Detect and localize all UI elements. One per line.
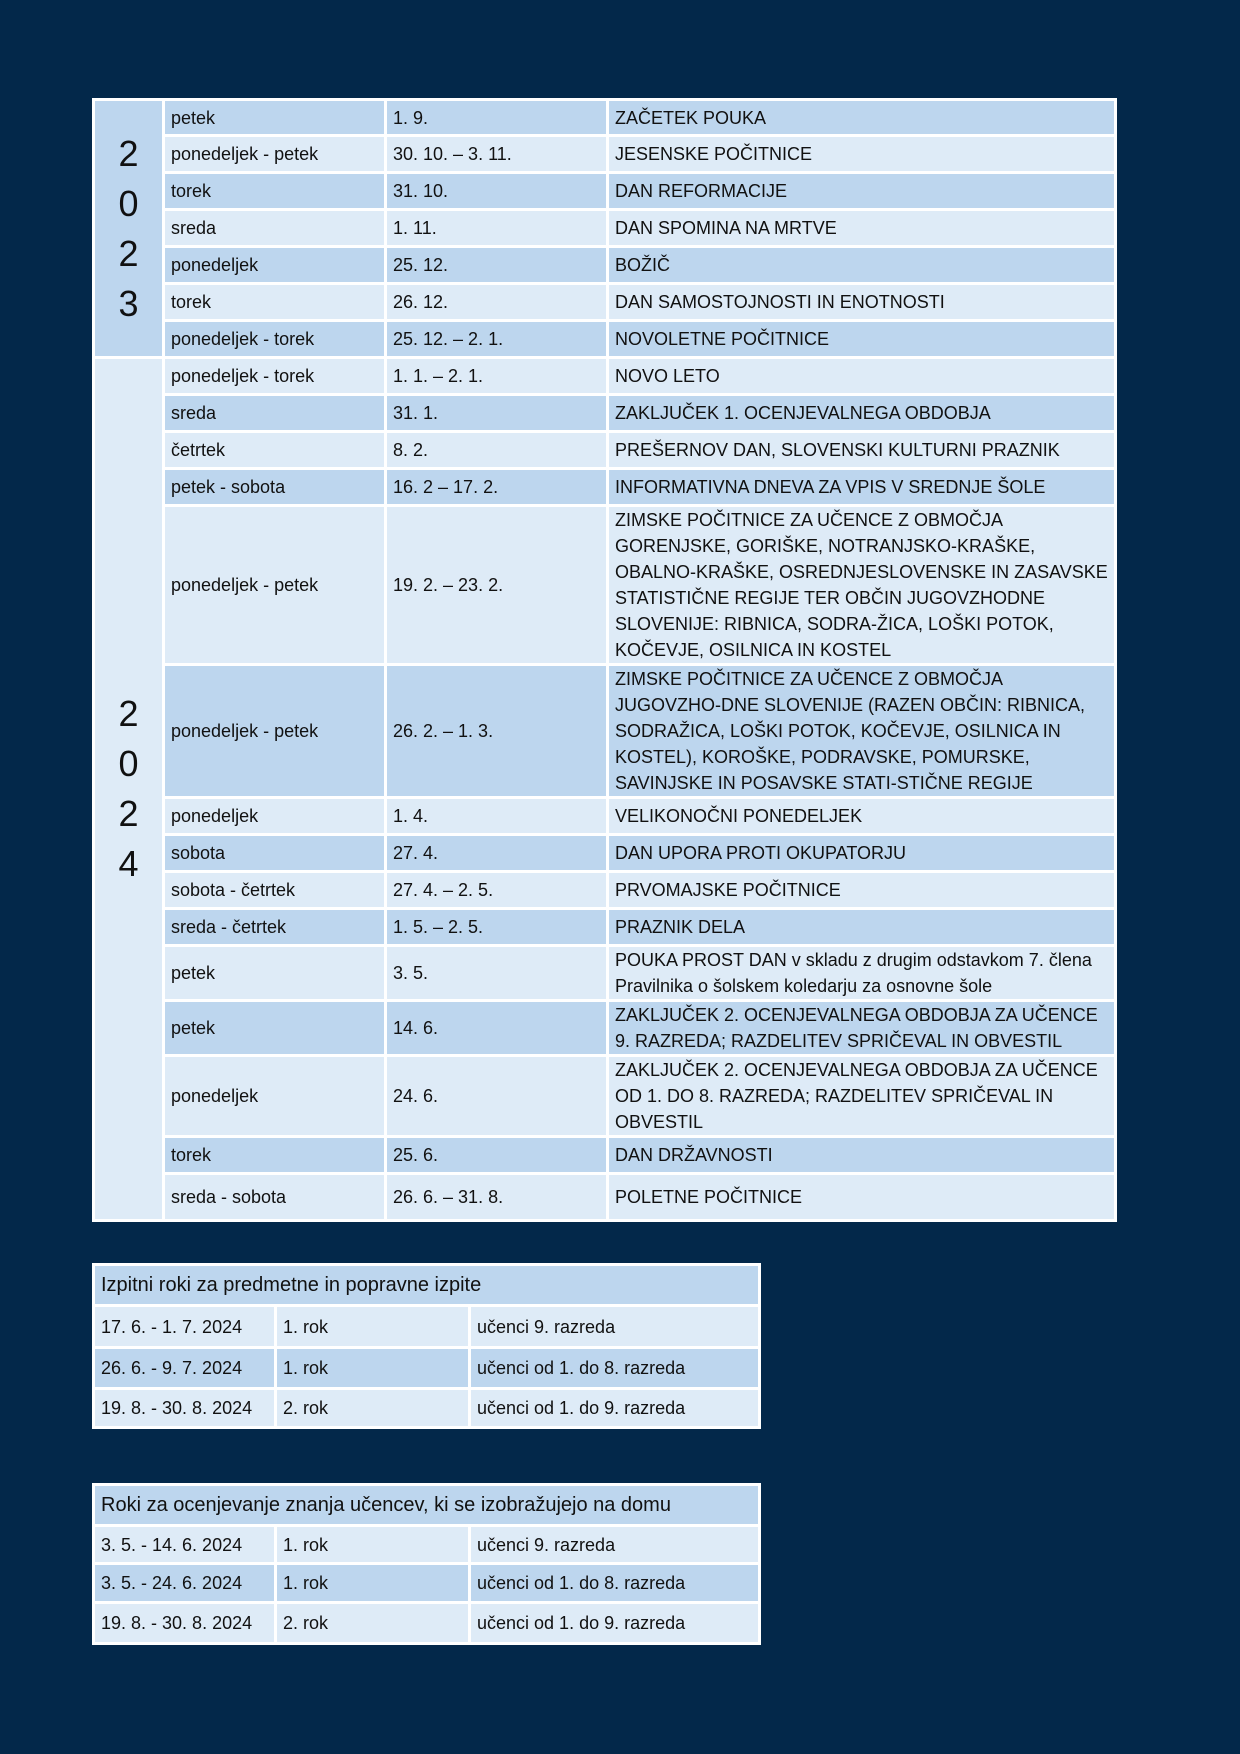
calendar-event: DAN SPOMINA NA MRTVE <box>608 210 1116 247</box>
term-who: učenci od 1. do 9. razreda <box>470 1389 760 1428</box>
calendar-day: torek <box>164 1137 386 1174</box>
term-who: učenci 9. razreda <box>470 1306 760 1348</box>
calendar-day: ponedeljek - petek <box>164 665 386 798</box>
term-period: 3. 5. - 14. 6. 2024 <box>94 1526 276 1564</box>
calendar-date: 8. 2. <box>386 432 608 469</box>
home-schooling-title: Roki za ocenjevanje znanja učencev, ki se izobražujejo na domu <box>94 1485 760 1526</box>
calendar-day: petek <box>164 1001 386 1056</box>
calendar-row <box>94 872 1116 909</box>
calendar-row <box>94 432 1116 469</box>
calendar-day: sreda <box>164 395 386 432</box>
calendar-date: 1. 9. <box>386 100 608 136</box>
term-row <box>94 1564 760 1603</box>
calendar-event: VELIKONOČNI PONEDELJEK <box>608 798 1116 835</box>
calendar-day: četrtek <box>164 432 386 469</box>
calendar-date: 26. 6. – 31. 8. <box>386 1174 608 1221</box>
calendar-date: 1. 1. – 2. 1. <box>386 358 608 395</box>
term-period: 17. 6. - 1. 7. 2024 <box>94 1306 276 1348</box>
calendar-row <box>94 469 1116 506</box>
term-who: učenci 9. razreda <box>470 1526 760 1564</box>
calendar-date: 25. 12. <box>386 247 608 284</box>
calendar-row <box>94 247 1116 284</box>
calendar-row <box>94 1056 1116 1137</box>
calendar-day: petek <box>164 100 386 136</box>
calendar-day: sobota - četrtek <box>164 872 386 909</box>
calendar-date: 1. 5. – 2. 5. <box>386 909 608 946</box>
calendar-day: ponedeljek <box>164 798 386 835</box>
calendar-row <box>94 506 1116 665</box>
calendar-row <box>94 173 1116 210</box>
home-schooling-terms-table <box>92 1483 761 1645</box>
calendar-row <box>94 321 1116 358</box>
calendar-day: ponedeljek - petek <box>164 136 386 173</box>
term-term: 2. rok <box>276 1389 470 1428</box>
calendar-day: ponedeljek <box>164 247 386 284</box>
term-term: 1. rok <box>276 1526 470 1564</box>
calendar-event: ZAKLJUČEK 1. OCENJEVALNEGA OBDOBJA <box>608 395 1116 432</box>
calendar-event: DAN REFORMACIJE <box>608 173 1116 210</box>
term-row <box>94 1306 760 1348</box>
calendar-date: 19. 2. – 23. 2. <box>386 506 608 665</box>
calendar-date: 26. 12. <box>386 284 608 321</box>
calendar-day: sreda - sobota <box>164 1174 386 1221</box>
calendar-row <box>94 136 1116 173</box>
calendar-event: JESENSKE POČITNICE <box>608 136 1116 173</box>
school-calendar-table <box>92 98 1117 1222</box>
term-row <box>94 1389 760 1428</box>
calendar-date: 1. 4. <box>386 798 608 835</box>
calendar-event: ZAČETEK POUKA <box>608 100 1116 136</box>
calendar-row <box>94 1137 1116 1174</box>
calendar-event: DAN SAMOSTOJNOSTI IN ENOTNOSTI <box>608 284 1116 321</box>
year-2023-label <box>94 100 164 358</box>
calendar-event: PREŠERNOV DAN, SLOVENSKI KULTURNI PRAZNIK <box>608 432 1116 469</box>
term-period: 19. 8. - 30. 8. 2024 <box>94 1389 276 1428</box>
calendar-event: ZAKLJUČEK 2. OCENJEVALNEGA OBDOBJA ZA UČENCE OD 1. DO 8. RAZREDA; RAZDELITEV SPRIČEVAL IN OBVESTIL <box>608 1056 1116 1137</box>
term-row <box>94 1526 760 1564</box>
calendar-date: 27. 4. <box>386 835 608 872</box>
calendar-date: 14. 6. <box>386 1001 608 1056</box>
calendar-date: 31. 1. <box>386 395 608 432</box>
year-digits: 2 0 2 3 <box>118 132 139 324</box>
calendar-row <box>94 284 1116 321</box>
calendar-date: 31. 10. <box>386 173 608 210</box>
term-period: 26. 6. - 9. 7. 2024 <box>94 1348 276 1389</box>
term-row <box>94 1603 760 1644</box>
term-row <box>94 1348 760 1389</box>
calendar-day: ponedeljek - torek <box>164 358 386 395</box>
calendar-row <box>94 798 1116 835</box>
calendar-row <box>94 358 1116 395</box>
term-term: 1. rok <box>276 1348 470 1389</box>
calendar-row <box>94 100 1116 136</box>
calendar-day: torek <box>164 284 386 321</box>
term-term: 2. rok <box>276 1603 470 1644</box>
calendar-date: 16. 2 – 17. 2. <box>386 469 608 506</box>
year-2024-label <box>94 358 164 1221</box>
calendar-date: 1. 11. <box>386 210 608 247</box>
calendar-day: ponedeljek - petek <box>164 506 386 665</box>
calendar-row <box>94 909 1116 946</box>
calendar-date: 3. 5. <box>386 946 608 1001</box>
calendar-day: petek <box>164 946 386 1001</box>
calendar-event: PRAZNIK DELA <box>608 909 1116 946</box>
term-who: učenci od 1. do 9. razreda <box>470 1603 760 1644</box>
calendar-day: torek <box>164 173 386 210</box>
calendar-event: INFORMATIVNA DNEVA ZA VPIS V SREDNJE ŠOLE <box>608 469 1116 506</box>
calendar-day: petek - sobota <box>164 469 386 506</box>
calendar-event: BOŽIČ <box>608 247 1116 284</box>
calendar-date: 26. 2. – 1. 3. <box>386 665 608 798</box>
term-period: 19. 8. - 30. 8. 2024 <box>94 1603 276 1644</box>
calendar-event: DAN DRŽAVNOSTI <box>608 1137 1116 1174</box>
exam-terms-table <box>92 1263 761 1429</box>
term-who: učenci od 1. do 8. razreda <box>470 1564 760 1603</box>
year-digits: 2 0 2 4 <box>118 693 139 884</box>
calendar-event: ZIMSKE POČITNICE ZA UČENCE Z OBMOČJA GORENJSKE, GORIŠKE, NOTRANJSKO-KRAŠKE, OBALNO-KRAŠKE, OSREDNJESLOVENSKE IN ZASAVSKE STATISTIČNE REGIJE TER OBČIN JUGOVZHODNE SLOVENIJE: RIBNICA, SODRA-ŽICA, LOŠKI POTOK, KOČEVJE, OSILNICA IN KOSTEL <box>608 506 1116 665</box>
calendar-date: 25. 12. – 2. 1. <box>386 321 608 358</box>
calendar-event: DAN UPORA PROTI OKUPATORJU <box>608 835 1116 872</box>
calendar-row <box>94 395 1116 432</box>
calendar-row <box>94 665 1116 798</box>
calendar-event: ZAKLJUČEK 2. OCENJEVALNEGA OBDOBJA ZA UČENCE 9. RAZREDA; RAZDELITEV SPRIČEVAL IN OBVESTIL <box>608 1001 1116 1056</box>
calendar-date: 30. 10. – 3. 11. <box>386 136 608 173</box>
calendar-event: POLETNE POČITNICE <box>608 1174 1116 1221</box>
calendar-event: NOVOLETNE POČITNICE <box>608 321 1116 358</box>
calendar-day: sreda - četrtek <box>164 909 386 946</box>
calendar-event: POUKA PROST DAN v skladu z drugim odstavkom 7. člena Pravilnika o šolskem koledarju za osnovne šole <box>608 946 1116 1001</box>
calendar-event: PRVOMAJSKE POČITNICE <box>608 872 1116 909</box>
calendar-event: ZIMSKE POČITNICE ZA UČENCE Z OBMOČJA JUGOVZHO-DNE SLOVENIJE (RAZEN OBČIN: RIBNICA, SODRAŽICA, LOŠKI POTOK, KOČEVJE, OSILNICA IN KOSTEL), KOROŠKE, PODRAVSKE, POMURSKE, SAVINJSKE IN POSAVSKE STATI-STIČNE REGIJE <box>608 665 1116 798</box>
term-who: učenci od 1. do 8. razreda <box>470 1348 760 1389</box>
calendar-date: 27. 4. – 2. 5. <box>386 872 608 909</box>
calendar-day: ponedeljek <box>164 1056 386 1137</box>
calendar-event: NOVO LETO <box>608 358 1116 395</box>
calendar-row <box>94 835 1116 872</box>
term-term: 1. rok <box>276 1564 470 1603</box>
term-term: 1. rok <box>276 1306 470 1348</box>
exam-terms-title: Izpitni roki za predmetne in popravne izpite <box>94 1265 760 1306</box>
calendar-row <box>94 210 1116 247</box>
calendar-date: 25. 6. <box>386 1137 608 1174</box>
calendar-day: ponedeljek - torek <box>164 321 386 358</box>
calendar-row <box>94 1001 1116 1056</box>
term-period: 3. 5. - 24. 6. 2024 <box>94 1564 276 1603</box>
calendar-row <box>94 946 1116 1001</box>
calendar-day: sobota <box>164 835 386 872</box>
calendar-row <box>94 1174 1116 1221</box>
calendar-day: sreda <box>164 210 386 247</box>
calendar-date: 24. 6. <box>386 1056 608 1137</box>
